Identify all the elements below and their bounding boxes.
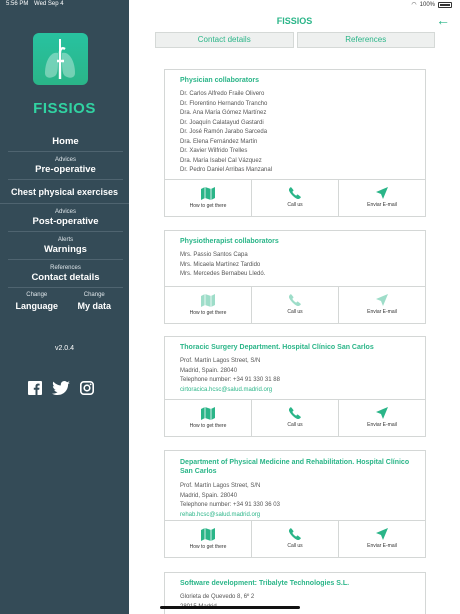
sidebar-item-sublabel: Change [83,292,105,298]
sidebar-item-label: Pre-operative [35,164,96,175]
phone-icon [289,407,301,419]
app-logo [33,33,88,85]
wifi-icon: ◠ [411,2,417,8]
main-content [129,0,460,614]
card-title: Department of Physical Medicine and Rehabilitation. Hospital Clínico San Carlos [180,459,410,475]
card-actions [165,520,425,557]
send-icon [376,187,388,199]
card-line: Prof. Martín Lagos Street, S/N [180,358,261,364]
action-label: Call us [287,422,303,428]
status-time [6,1,64,7]
action-label: How to get there [189,310,227,316]
card-line: Dra. Ana María Gómez Martínez [180,110,267,116]
status-right [411,1,452,8]
sidebar-item-sublabel: Change [26,292,48,298]
battery-icon [438,2,452,8]
sidebar-item-contact-details[interactable] [8,260,123,288]
card-line: Mrs. Mercedes Bernabeu Lledó. [180,271,266,277]
send-email-button[interactable] [339,521,425,557]
sidebar-item-preoperative[interactable] [8,152,123,180]
tab-bar [155,32,435,48]
how-to-get-there-button[interactable] [165,400,252,436]
contact-card [164,336,426,437]
sidebar-item-home[interactable] [8,128,123,152]
action-label: Call us [287,309,303,315]
send-icon [376,407,388,419]
phone-icon [289,187,301,199]
app-version: v2.0.4 [54,345,75,352]
action-label: Enviar E-mail [367,543,397,549]
twitter-icon[interactable] [52,381,70,400]
home-indicator[interactable] [160,606,300,609]
phone-icon [289,294,301,306]
sidebar-item-label: Home [52,136,79,147]
card-actions [165,286,425,323]
sidebar-item-label: Chest physical exercises [10,187,119,197]
status-bar [0,0,460,12]
call-us-button[interactable] [252,521,339,557]
back-arrow-icon[interactable]: ← [436,12,450,28]
sidebar-item-sublabel: Advices [54,157,76,163]
sidebar-item-sublabel: References [50,265,81,271]
card-line: Dr. Carlos Alfredo Fraile Olivero [180,91,265,97]
card-line: Dr. Joaquín Calatayud Gastardi [180,119,264,126]
sidebar-item-label: Post-operative [32,216,99,227]
action-label: Enviar E-mail [367,309,397,315]
card-line: Madrid, Spain. 28040 [180,492,238,499]
sidebar-item-my-data[interactable] [66,291,124,313]
card-title: Software development: Tribalyte Technologies S.L. [180,580,350,587]
map-icon [201,528,215,541]
email-link[interactable]: cirtoracica.hcsc@salud.madrid.org [180,386,273,393]
instagram-icon[interactable] [80,381,94,400]
card-line: Mrs. Passio Santos Capa [180,252,248,258]
sidebar-item-chest-exercises[interactable] [0,180,129,204]
card-actions [165,179,425,216]
card-title: Physician collaborators [180,77,259,84]
phone-icon [289,528,301,540]
card-line: Telephone number: +34 91 330 36 03 [180,502,280,508]
map-icon [201,294,215,307]
battery-percent: 100% [419,1,435,8]
clock: 5:56 PM [6,1,29,7]
sidebar-item-sublabel: Advices [54,209,76,215]
action-label: Call us [287,543,303,549]
sidebar-item-label: My data [77,301,111,311]
card-line: Telephone number: +34 91 330 31 88 [180,377,280,383]
card-actions [165,399,425,436]
send-email-button[interactable] [339,180,425,216]
status-date: Wed Sep 4 [34,1,64,7]
call-us-button[interactable] [252,180,339,216]
call-us-button[interactable] [252,400,339,436]
action-label: Enviar E-mail [367,202,397,208]
sidebar-item-language[interactable] [8,291,66,313]
sidebar-item-label: Contact details [31,272,100,283]
how-to-get-there-button[interactable] [165,287,252,323]
map-icon [201,407,215,420]
card-line: Dr. José Ramón Jarabo Sarceda [180,129,268,135]
sidebar-menu [8,128,123,313]
card-line: Dr. Pedro Daniel Arribas Manzanal [180,167,273,173]
tab-contact-details[interactable]: Contact details [155,32,294,48]
sidebar-item-label: Language [15,301,58,311]
brand-title: FISSIOS [33,100,96,117]
page-title: FISSIOS [276,16,313,26]
how-to-get-there-button[interactable] [165,521,252,557]
sidebar-item-warnings[interactable] [8,232,123,260]
action-label: How to get there [189,423,227,429]
card-title: Thoracic Surgery Department. Hospital Clínico San Carlos [180,344,374,351]
sidebar-item-postoperative[interactable] [8,204,123,232]
sidebar-item-label: Warnings [44,244,87,255]
lungs-logo-icon [33,33,88,85]
how-to-get-there-button[interactable] [165,180,252,216]
card-line: Prof. Martín Lagos Street, S/N [180,483,261,489]
sidebar-item-sublabel: Alerts [57,237,74,243]
action-label: How to get there [189,544,227,550]
card-line: Dra. Elena Fernández Martín [180,138,258,145]
contact-card [164,69,426,217]
card-line: Madrid, Spain. 28040 [180,367,238,374]
sidebar-change-row [8,291,123,313]
contact-card [164,450,426,558]
email-link[interactable]: rehab.hcsc@salud.madrid.org [180,511,261,518]
action-label: How to get there [189,203,227,209]
card-title: Physiotherapist collaborators [180,238,279,245]
send-email-button[interactable] [339,287,425,323]
action-label: Enviar E-mail [367,422,397,428]
card-line: Dr. Xavier Wilfrido Trelles [180,148,248,154]
call-us-button[interactable] [252,287,339,323]
card-lines [165,476,425,520]
card-lines [165,84,425,176]
action-label: Call us [287,202,303,208]
card-line: Dra. María Isabel Cal Vázquez [180,157,262,164]
send-email-button[interactable] [339,400,425,436]
card-lines [165,245,425,280]
social-links [28,381,94,400]
card-line: Glorieta de Quevedo 8, 6º 2 [180,594,255,600]
send-icon [376,294,388,306]
send-icon [376,528,388,540]
contact-card [164,230,426,324]
card-line: Mrs. Micaela Martínez Tardido [180,261,261,268]
sidebar [0,0,129,614]
card-lines [165,351,425,395]
card-line: Dr. Florentino Hernando Trancho [180,100,268,107]
map-icon [201,187,215,200]
tab-references[interactable]: References [297,32,436,48]
facebook-icon[interactable] [28,381,42,400]
